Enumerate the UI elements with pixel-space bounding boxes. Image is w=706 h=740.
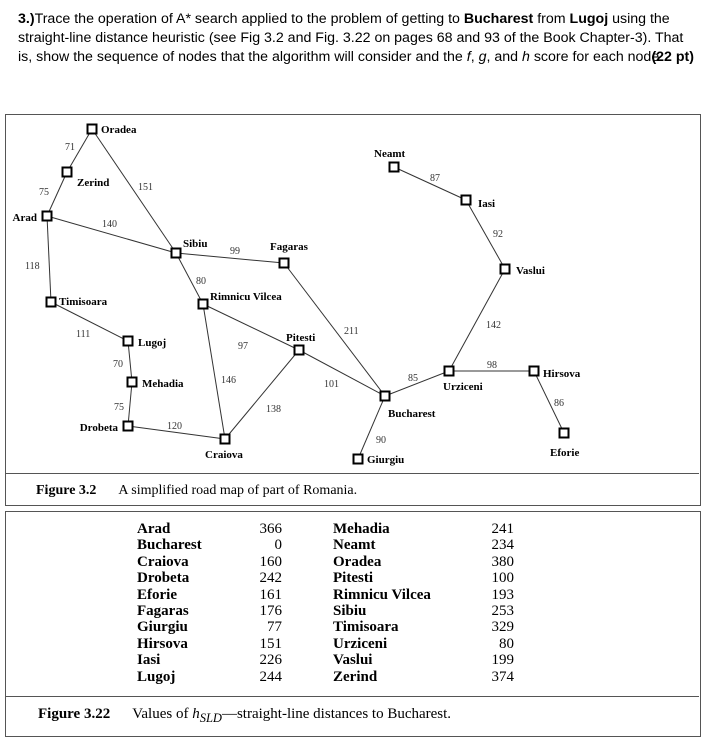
table-cell-value: 176 <box>259 603 282 620</box>
dist-vaslui-urziceni: 142 <box>486 320 501 331</box>
node-sibiu <box>172 249 181 258</box>
table-cell-city: Lugoj <box>137 668 176 685</box>
dist-oradea-sibiu: 151 <box>138 182 153 193</box>
table-cell-city: Craiova <box>137 553 189 570</box>
sld-subscript: SLD <box>199 711 222 725</box>
city-labels <box>13 124 581 466</box>
road-lugoj-mehadia <box>128 341 132 382</box>
node-vaslui <box>501 265 510 274</box>
dist-arad-timisoara: 118 <box>25 261 40 272</box>
table-cell-city: Hirsova <box>137 635 188 652</box>
label-rimnicu: Rimnicu Vilcea <box>210 291 282 303</box>
dist-hirsova-eforie: 86 <box>554 398 564 409</box>
dist-fagaras-bucharest: 211 <box>344 326 359 337</box>
figure-3-2-number: Figure 3.2 <box>36 483 97 498</box>
figure-3-22-caption: Figure 3.22 Values of $h_{SLD}—straight$-line distances to Bucharest. <box>38 706 452 725</box>
label-fagaras: Fagaras <box>270 241 308 253</box>
label-hirsova: Hirsova <box>543 368 581 380</box>
label-iasi: Iasi <box>478 198 496 210</box>
table-cell-city: Bucharest <box>137 537 202 554</box>
table-cell-value: 234 <box>491 537 514 554</box>
dist-sibiu-fagaras: 99 <box>230 246 240 257</box>
node-mehadia <box>128 378 137 387</box>
dist-rimnicu-craiova: 146 <box>221 375 236 386</box>
table-cell-value: 242 <box>259 570 282 587</box>
table-cell-city: Iasi <box>137 652 161 669</box>
h-symbol: h <box>521 49 530 65</box>
dist-urziceni-hirsova: 98 <box>487 360 497 371</box>
road-mehadia-drobeta <box>128 382 132 426</box>
dist-lugoj-mehadia: 70 <box>113 359 123 370</box>
label-arad: Arad <box>12 212 37 224</box>
table-cell-city: Sibiu <box>333 603 367 620</box>
table-cell-value: 253 <box>491 603 514 620</box>
table-cell-value: 100 <box>491 570 514 587</box>
node-urziceni <box>445 367 454 376</box>
table-cell-value: 374 <box>491 668 514 685</box>
road-rimnicu-pitesti <box>203 304 299 350</box>
table-cell-value: 199 <box>491 652 514 669</box>
dist-bucharest-giurgiu: 90 <box>376 435 386 446</box>
f-symbol: f <box>466 49 471 65</box>
dist-bucharest-urziceni: 85 <box>408 373 418 384</box>
table-cell-city: Urziceni <box>333 635 388 652</box>
node-craiova <box>221 435 230 444</box>
table-cell-city: Eforie <box>137 586 177 603</box>
table-cell-city: Oradea <box>333 553 382 570</box>
heuristic-left-cities <box>137 521 202 685</box>
node-fagaras <box>280 259 289 268</box>
label-lugoj: Lugoj <box>138 337 167 349</box>
heuristic-left-values <box>246 521 282 685</box>
figure-3-2-text: A simplified road map of part of Romania. <box>118 483 358 498</box>
road-rimnicu-craiova <box>203 304 225 439</box>
roads <box>47 129 564 459</box>
table-cell-value: 160 <box>259 553 282 570</box>
question-text: 3.)Trace the operation of A* search applied to the problem of getting to Bucharest from Lugoj using the straight-line distance heuristic (see Fig 3.2 and Fig. 3.22 on pages 68 and 93 of the Book Chapter-3). That is, show the sequence of nodes that the algorithm will consider and the f, g, and h score for each node. (22 pt) <box>18 11 694 65</box>
dist-craiova-pitesti: 138 <box>266 404 281 415</box>
heuristic-right-cities <box>333 521 431 685</box>
dist-zerind-arad: 75 <box>39 187 49 198</box>
road-fagaras-bucharest <box>284 263 385 396</box>
table-cell-city: Drobeta <box>137 570 190 587</box>
h-sld-symbol: h <box>192 706 200 722</box>
goal-city: Bucharest <box>463 11 534 27</box>
table-cell-value: 151 <box>259 635 282 652</box>
label-pitesti: Pitesti <box>286 332 316 344</box>
table-cell-value: 161 <box>259 586 282 603</box>
node-giurgiu <box>354 455 363 464</box>
label-giurgiu: Giurgiu <box>367 454 405 466</box>
table-cell-city: Neamt <box>333 537 376 554</box>
question-number: 3.) <box>18 11 35 27</box>
node-eforie <box>560 429 569 438</box>
figure-3-22-divider <box>5 696 699 697</box>
label-eforie: Eforie <box>550 447 580 459</box>
node-bucharest <box>381 392 390 401</box>
road-zerind-arad <box>47 172 67 216</box>
road-oradea-sibiu <box>92 129 176 253</box>
dist-sibiu-rimnicu: 80 <box>196 276 206 287</box>
dist-iasi-vaslui: 92 <box>493 229 503 240</box>
dist-pitesti-bucharest: 101 <box>324 379 339 390</box>
table-cell-value: 241 <box>491 521 514 537</box>
table-cell-value: 366 <box>259 521 282 537</box>
dist-oradea-zerind: 71 <box>65 142 75 153</box>
dist-neamt-iasi: 87 <box>430 173 440 184</box>
table-cell-value: 244 <box>259 668 282 685</box>
node-iasi <box>462 196 471 205</box>
label-mehadia: Mehadia <box>142 378 184 390</box>
node-timisoara <box>47 298 56 307</box>
dist-rimnicu-pitesti: 97 <box>238 341 248 352</box>
table-cell-city: Timisoara <box>333 619 399 636</box>
table-cell-value: 329 <box>491 619 514 636</box>
start-city: Lugoj <box>569 11 609 27</box>
table-cell-value: 80 <box>499 635 514 652</box>
dist-arad-sibiu: 140 <box>102 219 117 230</box>
table-cell-city: Rimnicu Vilcea <box>333 586 431 603</box>
label-neamt: Neamt <box>374 148 406 160</box>
g-symbol: g <box>478 49 487 65</box>
label-timisoara: Timisoara <box>59 296 108 308</box>
label-oradea: Oradea <box>101 124 137 136</box>
table-cell-city: Vaslui <box>333 652 373 669</box>
figure-3-22-number: Figure 3.22 <box>38 706 111 722</box>
figure-3-2-caption <box>36 483 357 499</box>
node-arad <box>43 212 52 221</box>
dist-timisoara-lugoj: 111 <box>76 329 91 340</box>
dist-drobeta-craiova: 120 <box>167 421 182 432</box>
table-cell-city: Fagaras <box>137 603 189 620</box>
table-cell-city: Zerind <box>333 668 378 685</box>
label-craiova: Craiova <box>205 449 243 461</box>
table-cell-city: Mehadia <box>333 521 390 537</box>
node-pitesti <box>295 346 304 355</box>
node-zerind <box>63 168 72 177</box>
road-arad-timisoara <box>47 216 51 302</box>
label-zerind: Zerind <box>77 177 110 189</box>
label-drobeta: Drobeta <box>79 422 118 434</box>
table-cell-value: 193 <box>491 586 514 603</box>
node-neamt <box>390 163 399 172</box>
label-urziceni: Urziceni <box>443 381 483 393</box>
node-oradea <box>88 125 97 134</box>
question-points: (22 pt) <box>651 49 694 65</box>
table-cell-value: 380 <box>491 553 514 570</box>
node-rimnicu <box>199 300 208 309</box>
heuristic-right-values <box>478 521 514 685</box>
table-cell-city: Pitesti <box>333 570 373 587</box>
node-drobeta <box>124 422 133 431</box>
table-cell-value: 226 <box>259 652 282 669</box>
node-lugoj <box>124 337 133 346</box>
node-hirsova <box>530 367 539 376</box>
road-craiova-pitesti <box>225 350 299 439</box>
table-cell-city: Giurgiu <box>137 619 188 636</box>
label-bucharest: Bucharest <box>388 408 436 420</box>
label-vaslui: Vaslui <box>516 265 545 277</box>
table-cell-city: Arad <box>137 521 171 537</box>
table-cell-value: 0 <box>274 537 282 554</box>
road-bucharest-giurgiu <box>358 396 385 459</box>
label-sibiu: Sibiu <box>183 238 208 250</box>
dist-mehadia-drobeta: 75 <box>114 402 124 413</box>
table-cell-value: 77 <box>267 619 282 636</box>
road-pitesti-bucharest <box>299 350 385 396</box>
